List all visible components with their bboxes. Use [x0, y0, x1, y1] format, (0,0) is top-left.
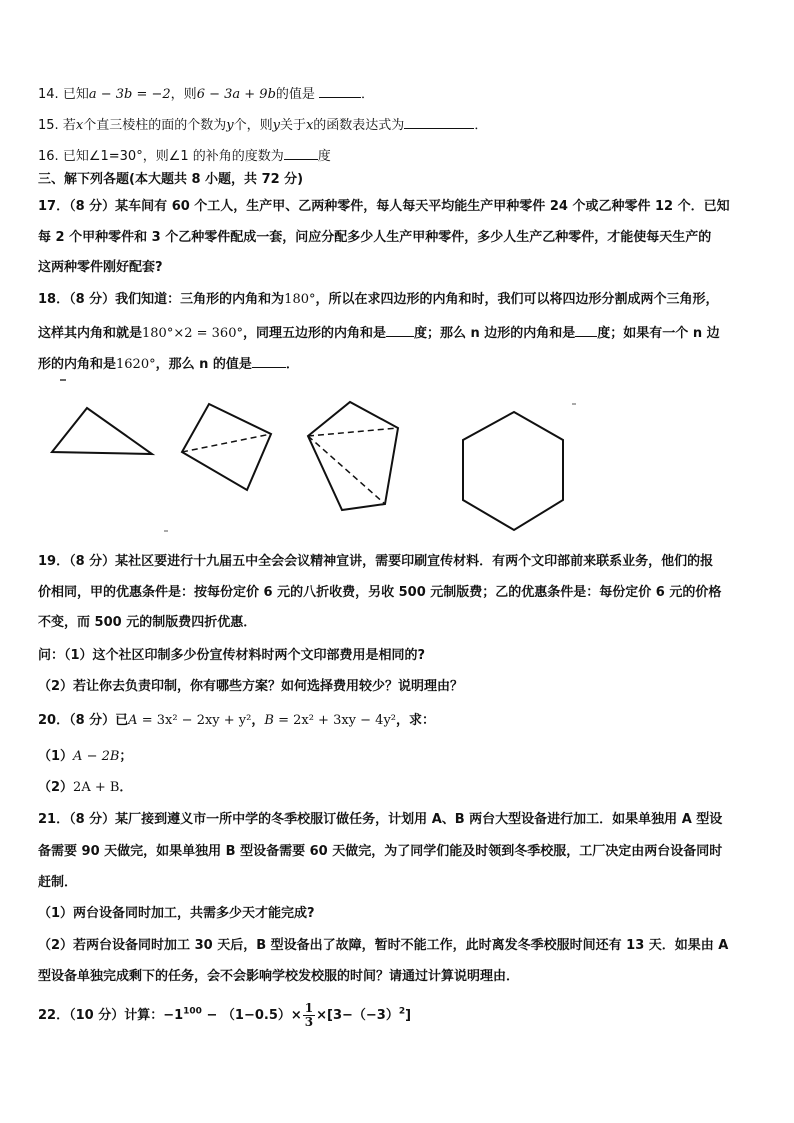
question-19-line2: 价相同，甲的优惠条件是：按每份定价 6 元的八折收费，另收 500 元制版费；乙的优惠条件是：每份定价 6 元的价格 [38, 585, 722, 600]
question-19-part1: 问：（1）这个社区印制多少份宣传材料时两个文印部费用是相同的? [38, 648, 426, 663]
question-21-line3: 赶制． [38, 875, 78, 890]
question-19-part2: （2）若让你去负责印制，你有哪些方案？如何选择费用较少？说明理由？ [38, 679, 464, 694]
question-21-part1: （1）两台设备同时加工，共需多少天才能完成? [38, 906, 315, 921]
answer-blank [284, 146, 318, 160]
question-15: 15. 若x个直三棱柱的面的个数为y个，则y关于x的函数表达式为 ． [38, 115, 764, 135]
quadrilateral-figure [182, 404, 271, 490]
fraction-one-third: $\frac{1}{3}$ [304, 1001, 314, 1029]
question-14: 14. 已知a − 3b = −2，则6 − 3a + 9b的值是 ． [38, 84, 764, 104]
question-18-line3: 形的内角和是1620°，那么 n 的值是 ． [38, 354, 764, 374]
question-21-line2: 备需要 90 天做完，如果单独用 B 型设备需要 60 天做完，为了同学们能及时领到冬季校服，工厂决定由两台设备同时 [38, 844, 723, 859]
question-21-part2-line1: （2）若两台设备同时加工 30 天后，B 型设备出了故障，暂时不能工作，此时离发冬季校服时间还有 13 天．如果由 A [38, 938, 729, 953]
question-21-line1: 21．（8 分）某厂接到遵义市一所中学的冬季校服订做任务，计划用 A、B 两台大型设备进行加工．如果单独用 A 型设 [38, 812, 723, 827]
question-17-line2: 每 2 个甲种零件和 3 个乙种零件配成一套，问应分配多少人生产甲种零件，多少人生产乙种零件，才能使每天生产的 [38, 230, 712, 245]
question-18-line1: 18．（8 分）我们知道：三角形的内角和为180°，所以在求四边形的内角和时，我们可以将四边形分割成两个三角形， [38, 292, 719, 307]
question-19-line1: 19．（8 分）某社区要进行十九届五中全会会议精神宣讲，需要印刷宣传材料．有两个文印部前来联系业务，他们的报 [38, 554, 714, 569]
triangle-figure [52, 408, 152, 454]
question-21-part2-line2: 型设备单独完成剩下的任务，会不会影响学校发校服的时间？请通过计算说明理由． [38, 969, 520, 984]
answer-blank [319, 84, 361, 98]
question-20: 20．（8 分）已A = 3x² − 2xy + y²，B = 2x² + 3xy − 4y²，求： [38, 713, 436, 728]
question-20-part1: （1）A − 2B； [38, 749, 133, 764]
question-19-line3: 不变，而 500 元的制版费四折优惠． [38, 615, 257, 630]
answer-blank [404, 115, 474, 129]
question-22: 22．（10 分）计算：$-1^{100} - (1-0.5)\times$ $\frac{1}{3}$ $\times[3-(-3)^2]$ [38, 1001, 412, 1029]
section-heading: 三、解下列各题(本大题共 8 小题，共 72 分) [38, 172, 304, 187]
question-17-line3: 这两种零件刚好配套? [38, 260, 163, 275]
polygon-figures [30, 372, 630, 542]
question-16: 16. 已知∠1=30°，则∠1 的补角的度数为 度 [38, 146, 764, 166]
pentagon-figure [308, 402, 398, 510]
question-18-line2: 这样其内角和就是180°×2 = 360°，同理五边形的内角和是 度；那么 n 边形的内角和是 度；如果有一个 n 边 [38, 323, 764, 343]
question-17-line1: 17．（8 分）某车间有 60 个工人，生产甲、乙两种零件，每人每天平均能生产甲种零件 24 个或乙种零件 12 个．已知 [38, 199, 730, 214]
question-20-part2: （2）2A + B． [38, 780, 133, 795]
hexagon-figure [463, 412, 563, 530]
